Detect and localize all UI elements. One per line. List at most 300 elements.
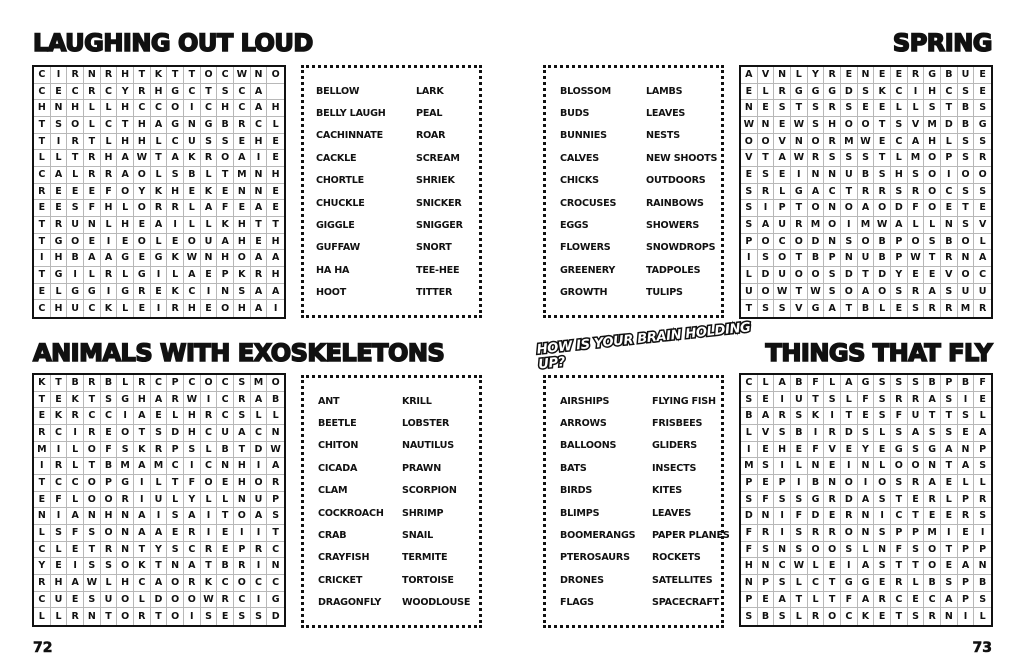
grid-cell: I — [774, 458, 791, 475]
grid-cell: A — [774, 150, 791, 167]
grid-cell: G — [808, 300, 825, 317]
grid-cell: R — [758, 525, 775, 542]
grid-cell: S — [824, 150, 841, 167]
grid-cell: H — [234, 300, 251, 317]
grid-cell: L — [941, 134, 958, 151]
grid-cell: E — [251, 234, 268, 251]
grid-cell: P — [167, 375, 184, 392]
grid-cell: L — [774, 184, 791, 201]
grid-cell: L — [908, 575, 925, 592]
grid-cell: P — [267, 492, 284, 509]
grid-cell: R — [167, 200, 184, 217]
grid-cell: E — [217, 608, 234, 625]
grid-cell: L — [974, 408, 991, 425]
grid-cell: R — [791, 217, 808, 234]
grid-cell: L — [84, 117, 101, 134]
grid-cell: N — [201, 250, 218, 267]
grid-cell: C — [941, 184, 958, 201]
grid-cell: P — [974, 542, 991, 559]
grid-cell: P — [741, 475, 758, 492]
grid-cell: T — [841, 408, 858, 425]
grid-cell: M — [251, 375, 268, 392]
grid-cell: R — [234, 558, 251, 575]
grid-cell: S — [891, 284, 908, 301]
grid-cell: E — [958, 425, 975, 442]
grid-cell: E — [217, 525, 234, 542]
grid-cell: F — [758, 492, 775, 509]
grid-cell: S — [908, 542, 925, 559]
grid-cell: Y — [134, 184, 151, 201]
word-list-item: HA HA — [316, 264, 350, 276]
grid-cell: E — [758, 592, 775, 609]
grid-cell: G — [51, 234, 68, 251]
grid-cell: T — [808, 392, 825, 409]
grid-cell: S — [741, 392, 758, 409]
grid-cell: L — [808, 592, 825, 609]
grid-cell: O — [117, 558, 134, 575]
grid-cell: S — [874, 525, 891, 542]
grid-cell: T — [151, 150, 168, 167]
grid-cell: I — [184, 458, 201, 475]
word-list-item: ARROWS — [560, 418, 607, 430]
grid-cell: T — [941, 542, 958, 559]
grid-cell: O — [858, 117, 875, 134]
word-list-item: INSECTS — [652, 462, 697, 474]
grid-cell: O — [858, 234, 875, 251]
grid-cell: E — [908, 492, 925, 509]
grid-cell: N — [84, 508, 101, 525]
grid-cell: F — [974, 375, 991, 392]
word-list-item: DRAGONFLY — [318, 597, 382, 609]
grid-cell: R — [858, 184, 875, 201]
grid-cell: I — [251, 592, 268, 609]
grid-cell: E — [858, 100, 875, 117]
grid-cell: F — [791, 508, 808, 525]
grid-cell: M — [924, 117, 941, 134]
grid-cell: E — [34, 492, 51, 509]
word-list-item: SNIGGER — [416, 220, 463, 232]
grid-cell: T — [841, 300, 858, 317]
grid-cell: R — [34, 425, 51, 442]
grid-cell: S — [201, 608, 218, 625]
grid-cell: H — [234, 475, 251, 492]
word-list-item: SHRIEK — [416, 175, 455, 187]
grid-cell: T — [84, 542, 101, 559]
grid-cell: U — [791, 392, 808, 409]
puzzle-title-things-that-fly: THINGS THAT FLY — [765, 339, 992, 367]
grid-cell: B — [858, 300, 875, 317]
grid-cell: R — [184, 575, 201, 592]
grid-cell: R — [201, 408, 218, 425]
grid-cell: A — [251, 284, 268, 301]
grid-cell: L — [908, 100, 925, 117]
word-list-item: NESTS — [646, 130, 680, 142]
grid-cell: A — [941, 442, 958, 459]
grid-cell: Y — [808, 67, 825, 84]
grid-cell: E — [101, 425, 118, 442]
grid-cell: L — [51, 542, 68, 559]
grid-cell: S — [841, 150, 858, 167]
grid-cell: R — [824, 492, 841, 509]
grid-cell: L — [874, 300, 891, 317]
grid-cell: M — [958, 300, 975, 317]
grid-cell: S — [891, 117, 908, 134]
grid-cell: C — [217, 392, 234, 409]
grid-cell: U — [958, 284, 975, 301]
grid-cell: I — [201, 508, 218, 525]
grid-cell: L — [51, 284, 68, 301]
grid-cell: D — [151, 592, 168, 609]
grid-cell: C — [101, 408, 118, 425]
grid-cell: E — [167, 234, 184, 251]
grid-cell: L — [741, 267, 758, 284]
grid-cell: E — [267, 150, 284, 167]
word-list-item: NAUTILUS — [402, 440, 454, 452]
grid-cell: S — [84, 558, 101, 575]
letter-grid-animals-with-exoskeletons — [32, 373, 286, 627]
grid-cell: O — [134, 234, 151, 251]
grid-cell: E — [974, 67, 991, 84]
grid-cell: B — [67, 375, 84, 392]
grid-cell: E — [201, 300, 218, 317]
grid-cell: E — [758, 392, 775, 409]
grid-cell: I — [167, 217, 184, 234]
grid-cell: N — [84, 217, 101, 234]
grid-cell: R — [774, 84, 791, 101]
grid-cell: K — [51, 408, 68, 425]
grid-cell: L — [151, 134, 168, 151]
grid-cell: E — [51, 184, 68, 201]
grid-cell: I — [34, 458, 51, 475]
grid-cell: E — [151, 408, 168, 425]
grid-cell: G — [891, 442, 908, 459]
grid-cell: L — [979, 610, 986, 622]
grid-cell: R — [267, 475, 284, 492]
grid-cell: S — [841, 234, 858, 251]
grid-cell: A — [134, 458, 151, 475]
grid-cell: L — [67, 442, 84, 459]
word-list-item: BLOSSOM — [560, 85, 611, 97]
grid-cell: S — [267, 508, 284, 525]
grid-cell: R — [67, 608, 84, 625]
grid-cell: K — [874, 84, 891, 101]
grid-cell: O — [67, 117, 84, 134]
grid-cell: A — [924, 475, 941, 492]
grid-cell: K — [34, 375, 51, 392]
grid-cell: R — [774, 408, 791, 425]
word-list-item: KITES — [652, 485, 683, 497]
grid-cell: T — [891, 608, 908, 625]
grid-cell: O — [841, 117, 858, 134]
grid-cell: H — [51, 250, 68, 267]
grid-cell: O — [958, 167, 975, 184]
grid-cell: M — [117, 458, 134, 475]
grid-cell: A — [151, 217, 168, 234]
grid-cell: P — [908, 525, 925, 542]
grid-cell: C — [217, 575, 234, 592]
grid-cell: L — [184, 200, 201, 217]
grid-cell: R — [151, 200, 168, 217]
grid-cell: S — [858, 150, 875, 167]
grid-cell: A — [234, 425, 251, 442]
grid-cell: B — [741, 408, 758, 425]
grid-cell: E — [201, 267, 218, 284]
grid-cell: R — [758, 184, 775, 201]
grid-cell: S — [774, 100, 791, 117]
grid-cell: R — [841, 508, 858, 525]
grid-cell: T — [941, 100, 958, 117]
grid-cell: O — [874, 475, 891, 492]
grid-cell: I — [251, 525, 268, 542]
grid-cell: H — [217, 250, 234, 267]
grid-cell: P — [958, 492, 975, 509]
word-list-item: BELLOW — [316, 85, 360, 97]
grid-cell: C — [134, 100, 151, 117]
grid-cell: E — [874, 575, 891, 592]
grid-cell: L — [101, 100, 118, 117]
grid-cell: I — [774, 508, 791, 525]
grid-cell: O — [101, 525, 118, 542]
grid-cell: E — [758, 475, 775, 492]
grid-cell: B — [958, 100, 975, 117]
grid-cell: R — [908, 475, 925, 492]
grid-cell: E — [117, 234, 134, 251]
grid-cell: E — [908, 267, 925, 284]
grid-cell: T — [84, 392, 101, 409]
word-list-item: GROWTH — [560, 287, 608, 299]
grid-cell: H — [134, 134, 151, 151]
grid-cell: F — [808, 442, 825, 459]
grid-cell: E — [958, 525, 975, 542]
grid-cell: O — [741, 134, 758, 151]
grid-cell: K — [67, 392, 84, 409]
grid-cell: R — [84, 150, 101, 167]
grid-cell: R — [874, 184, 891, 201]
grid-cell: W — [184, 250, 201, 267]
grid-cell: B — [808, 250, 825, 267]
grid-cell: K — [134, 558, 151, 575]
grid-cell: O — [217, 150, 234, 167]
grid-cell: A — [67, 508, 84, 525]
grid-cell: L — [791, 458, 808, 475]
grid-cell: A — [251, 84, 268, 101]
grid-cell: N — [841, 250, 858, 267]
grid-cell: P — [891, 250, 908, 267]
grid-cell: N — [251, 67, 268, 84]
grid-cell: A — [184, 508, 201, 525]
grid-cell: L — [51, 608, 68, 625]
word-list-item: LARK — [416, 85, 444, 97]
grid-cell: G — [808, 84, 825, 101]
word-list-item: LEAVES — [646, 108, 686, 120]
grid-cell: S — [891, 375, 908, 392]
grid-cell: R — [908, 284, 925, 301]
grid-cell: I — [941, 525, 958, 542]
grid-cell: E — [941, 558, 958, 575]
grid-cell: E — [51, 200, 68, 217]
word-list-item: TORTOISE — [402, 574, 454, 586]
grid-cell: E — [67, 592, 84, 609]
grid-cell: I — [741, 250, 758, 267]
grid-cell: C — [741, 375, 758, 392]
grid-cell: S — [958, 150, 975, 167]
grid-cell: C — [841, 608, 858, 625]
grid-cell: S — [874, 492, 891, 509]
grid-cell: I — [251, 458, 268, 475]
word-list-item: CHITON — [318, 440, 359, 452]
grid-cell: T — [217, 508, 234, 525]
grid-cell: U — [217, 425, 234, 442]
grid-cell: E — [758, 100, 775, 117]
word-list-item: BELLY LAUGH — [316, 108, 386, 120]
word-list-item: CHORTLE — [316, 175, 364, 187]
grid-cell: W — [134, 150, 151, 167]
grid-cell: T — [167, 67, 184, 84]
word-list-item: PRAWN — [402, 462, 442, 474]
grid-cell: F — [808, 375, 825, 392]
grid-cell: R — [134, 84, 151, 101]
grid-cell: W — [741, 117, 758, 134]
grid-cell: A — [101, 250, 118, 267]
grid-cell: P — [958, 575, 975, 592]
grid-cell: T — [824, 575, 841, 592]
grid-cell: R — [201, 150, 218, 167]
grid-cell: S — [808, 100, 825, 117]
grid-cell: R — [201, 542, 218, 559]
grid-cell: N — [741, 100, 758, 117]
page-number-left: 72 — [33, 640, 53, 656]
grid-cell: B — [924, 575, 941, 592]
grid-cell: G — [201, 117, 218, 134]
grid-cell: S — [824, 267, 841, 284]
grid-cell: U — [841, 167, 858, 184]
grid-cell: T — [201, 558, 218, 575]
grid-cell: H — [267, 100, 284, 117]
grid-cell: E — [134, 300, 151, 317]
grid-cell: T — [858, 267, 875, 284]
grid-cell: S — [184, 442, 201, 459]
grid-cell: D — [941, 117, 958, 134]
grid-cell: O — [841, 525, 858, 542]
grid-cell: O — [251, 475, 268, 492]
grid-cell: Y — [891, 267, 908, 284]
grid-cell: C — [251, 425, 268, 442]
grid-cell: C — [808, 575, 825, 592]
grid-cell: L — [841, 392, 858, 409]
grid-cell: C — [34, 67, 51, 84]
grid-cell: E — [267, 200, 284, 217]
grid-cell: O — [924, 184, 941, 201]
grid-cell: S — [841, 100, 858, 117]
grid-cell: C — [974, 267, 991, 284]
grid-cell: O — [824, 542, 841, 559]
grid-cell: I — [958, 392, 975, 409]
grid-cell: O — [101, 492, 118, 509]
grid-cell: H — [134, 117, 151, 134]
word-list-item: GUFFAW — [316, 242, 361, 254]
grid-cell: D — [167, 425, 184, 442]
grid-cell: A — [151, 525, 168, 542]
grid-cell: T — [101, 608, 118, 625]
grid-cell: Y — [184, 492, 201, 509]
grid-cell: O — [841, 284, 858, 301]
grid-cell: S — [874, 167, 891, 184]
grid-cell: F — [101, 442, 118, 459]
grid-cell: M — [924, 525, 941, 542]
grid-cell: T — [34, 234, 51, 251]
grid-cell: O — [791, 234, 808, 251]
grid-cell: N — [958, 250, 975, 267]
grid-cell: H — [117, 100, 134, 117]
grid-cell: I — [858, 475, 875, 492]
grid-cell: F — [184, 475, 201, 492]
grid-cell: N — [774, 542, 791, 559]
word-list-item: BOOMERANGS — [560, 530, 636, 542]
grid-cell: Y — [34, 558, 51, 575]
grid-cell: L — [791, 575, 808, 592]
grid-cell: I — [134, 492, 151, 509]
grid-cell: T — [891, 558, 908, 575]
grid-cell: T — [51, 375, 68, 392]
grid-cell: A — [924, 392, 941, 409]
grid-cell: O — [808, 542, 825, 559]
grid-cell: I — [101, 234, 118, 251]
grid-cell: B — [874, 250, 891, 267]
grid-cell: H — [117, 575, 134, 592]
grid-cell: Y — [151, 542, 168, 559]
grid-cell: C — [891, 84, 908, 101]
grid-cell: I — [841, 558, 858, 575]
grid-cell: N — [824, 475, 841, 492]
grid-cell: F — [858, 392, 875, 409]
grid-cell: M — [841, 134, 858, 151]
grid-cell: V — [941, 267, 958, 284]
grid-cell: O — [84, 442, 101, 459]
word-list-spring — [543, 65, 724, 318]
word-list-item: FLAGS — [560, 597, 594, 609]
grid-cell: I — [273, 302, 278, 314]
grid-cell: P — [941, 150, 958, 167]
grid-cell: C — [34, 300, 51, 317]
grid-cell: W — [858, 134, 875, 151]
word-list-item: SNOWDROPS — [646, 242, 716, 254]
word-list-item: GIGGLE — [316, 220, 355, 232]
grid-cell: T — [791, 592, 808, 609]
grid-cell: T — [34, 217, 51, 234]
grid-cell: T — [941, 458, 958, 475]
grid-cell: H — [101, 508, 118, 525]
grid-cell: T — [167, 475, 184, 492]
grid-cell: T — [941, 408, 958, 425]
puzzle-title-spring: SPRING — [892, 29, 992, 57]
grid-cell: R — [101, 267, 118, 284]
grid-cell: E — [234, 200, 251, 217]
grid-cell: H — [267, 267, 284, 284]
grid-cell: M — [808, 217, 825, 234]
grid-cell: L — [874, 425, 891, 442]
grid-cell: O — [774, 250, 791, 267]
grid-cell: T — [34, 392, 51, 409]
grid-cell: N — [217, 458, 234, 475]
grid-cell: S — [51, 525, 68, 542]
grid-cell: L — [184, 217, 201, 234]
grid-cell: A — [974, 250, 991, 267]
grid-cell: R — [874, 592, 891, 609]
grid-cell: W — [874, 217, 891, 234]
grid-cell: L — [941, 492, 958, 509]
grid-cell: T — [117, 117, 134, 134]
grid-cell: H — [251, 134, 268, 151]
